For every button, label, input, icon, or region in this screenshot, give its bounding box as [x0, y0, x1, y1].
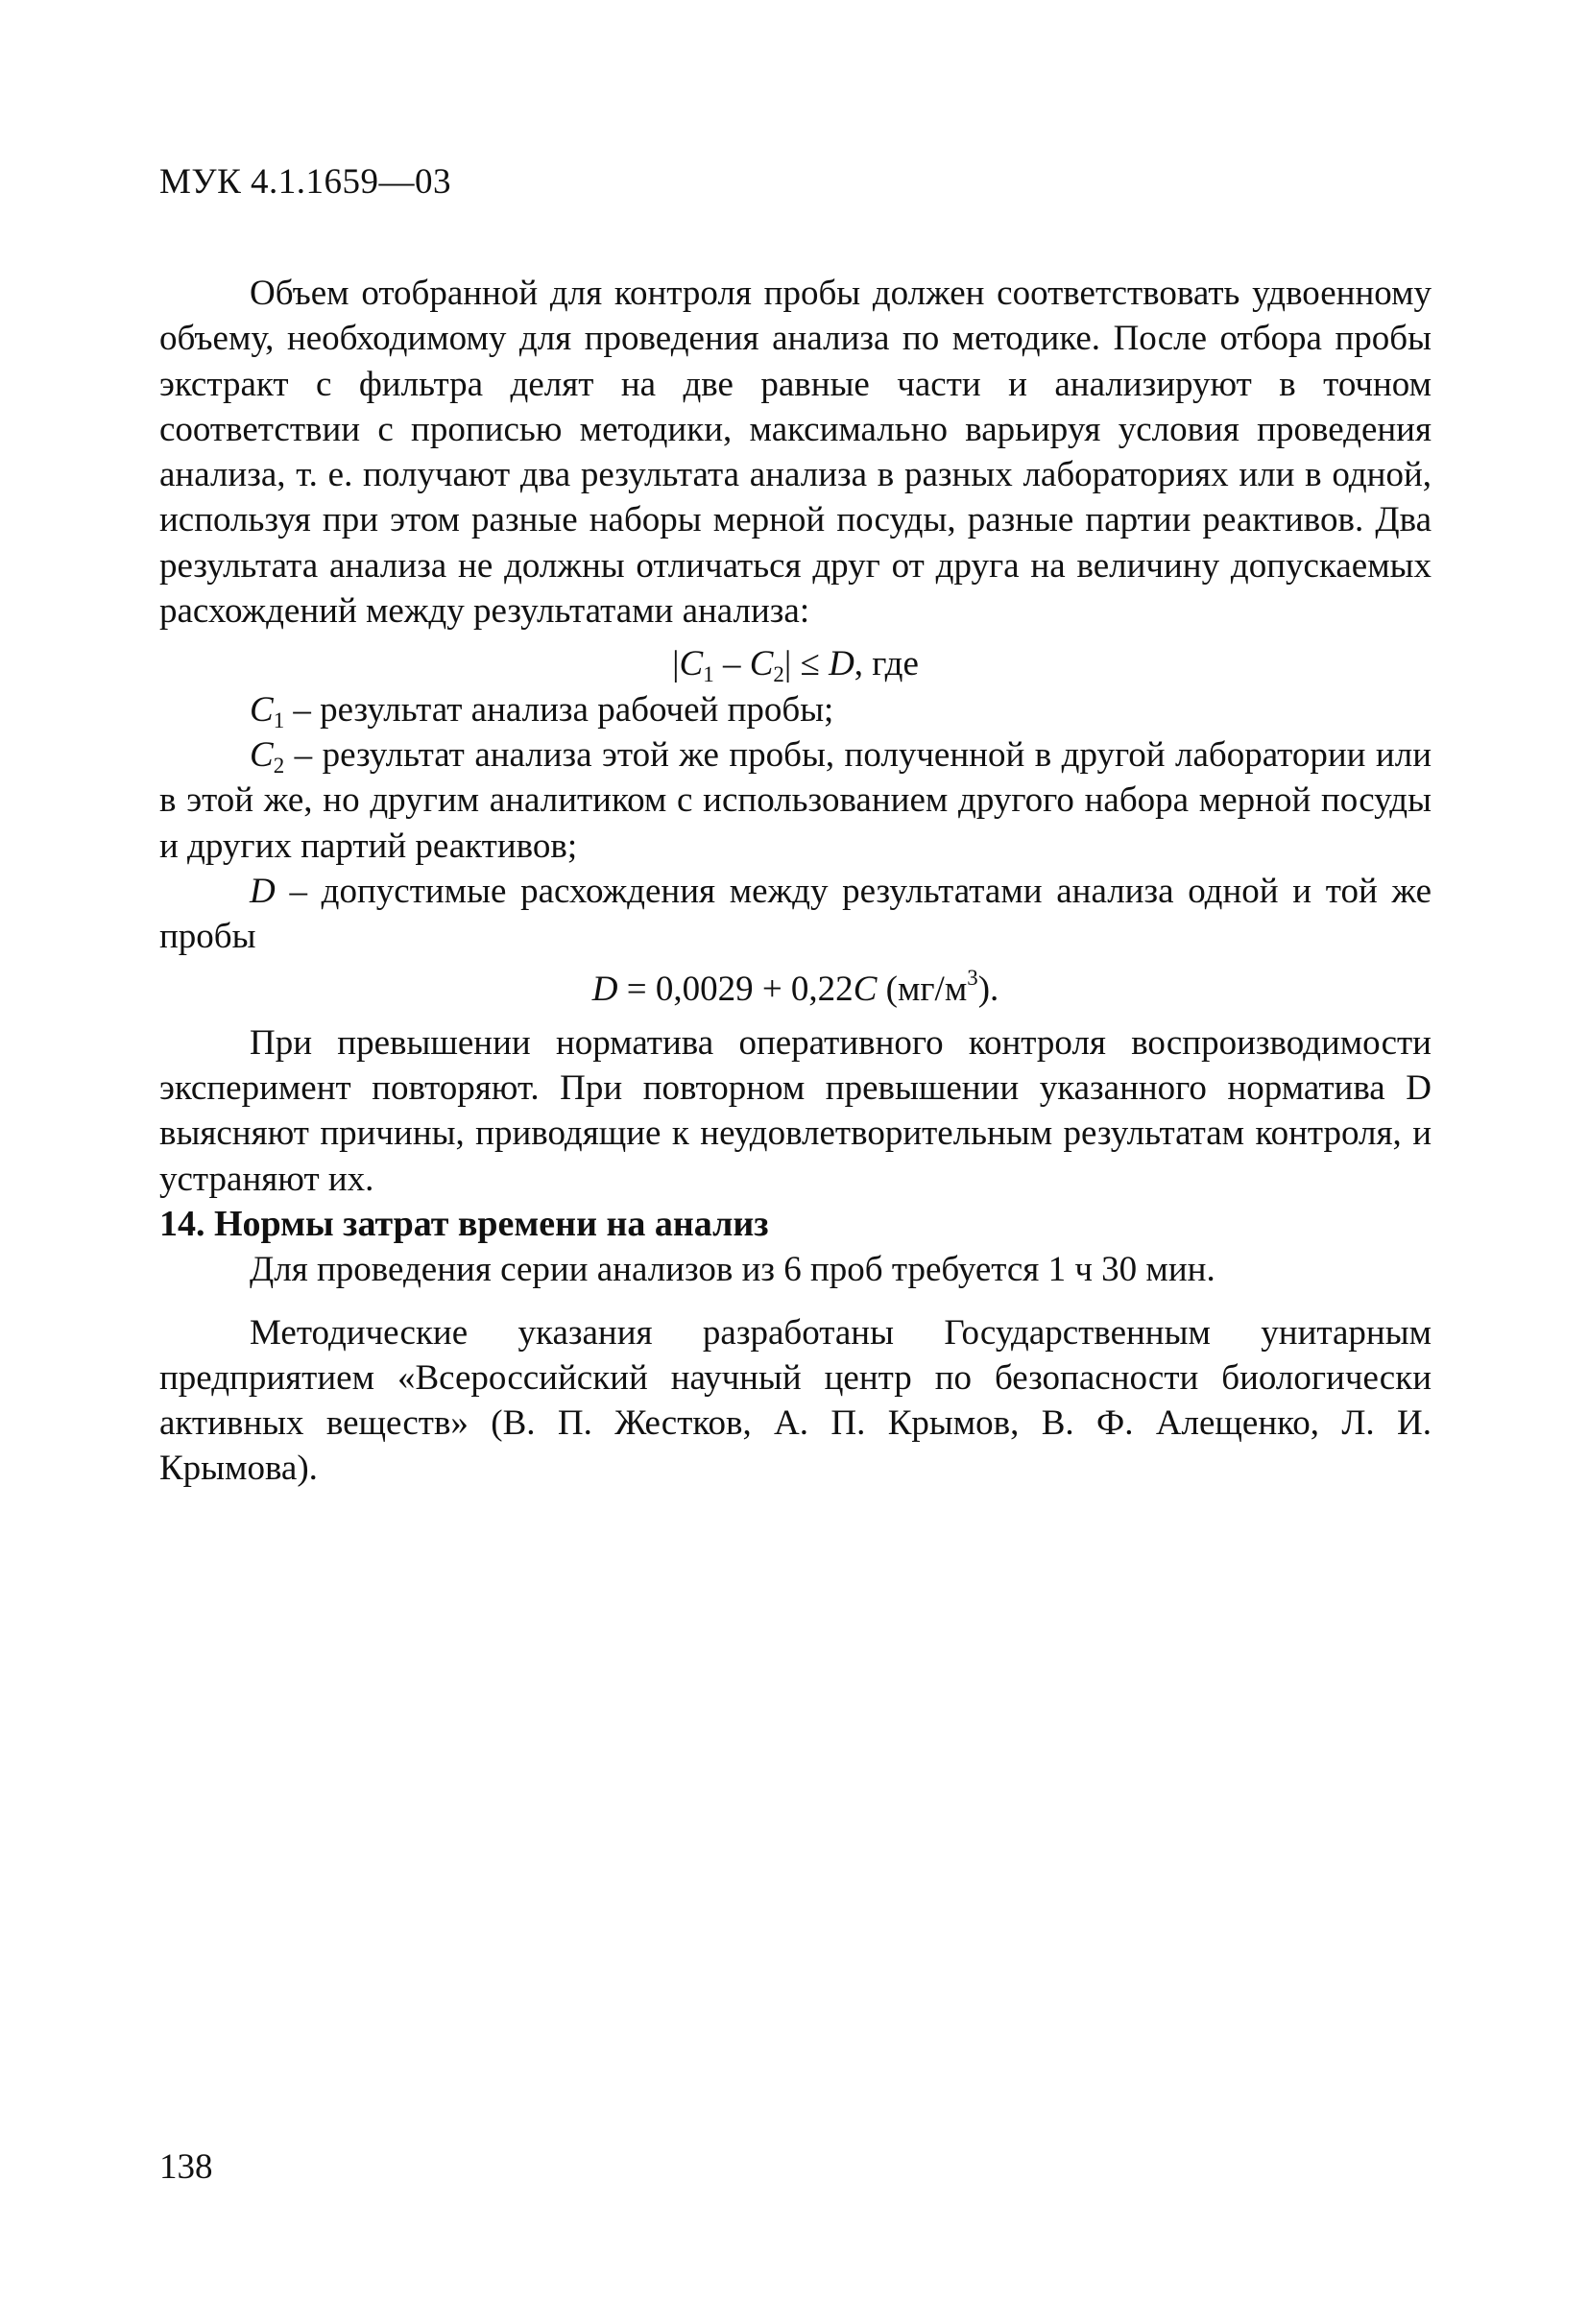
formula-c2-subscript: 2 [773, 662, 784, 687]
control-procedure-paragraph: Объем отобранной для контроля пробы должен соответствовать удвоенному объему, необходимому для проведения анализа по методике. После отбора пробы экстракт с фильтра делят на две равные части и анализируют в точном соответствии с прописью методики, максимально варьируя условия проведения анализа, т. е. получают два результата анализа в разных лабораториях или в одной, используя при этом разные наборы мерной посуды, разные партии реактивов. Два результата анализа не должны отличаться друг от друга на величину допускаемых расхождений между результатами анализа: [159, 274, 1432, 632]
definition-c2 [159, 732, 1432, 869]
def-c1-subscript: 1 [273, 707, 285, 732]
running-header: МУК 4.1.1659—03 [159, 162, 452, 202]
tolerance-formula [159, 967, 1432, 1012]
def-c1-text: – результат анализа рабочей пробы; [284, 689, 834, 730]
reproducibility-formula: $|C_1 - C_2| \le D$, где [672, 644, 919, 687]
def-d-text: – допустимые расхождения между результатами анализа одной и той же пробы [159, 871, 1432, 957]
definition-d [159, 869, 1432, 960]
body-text [159, 271, 1432, 1492]
formula2-d-symbol: D [591, 970, 618, 1010]
formula2-unit-end: ). [977, 970, 999, 1010]
definition-c1 [159, 687, 1432, 732]
section-heading: 14. Нормы затрат времени на анализ [159, 1203, 769, 1244]
formula2-expression: = 0,0029 + 0,22 [617, 970, 854, 1010]
formula-tail: , где [854, 644, 919, 684]
repeat-experiment-paragraph: При превышении норматива оперативного контроля воспроизводимости эксперимент повторяют. При повторном превышении указанного норматива D выясняют причины, приводящие к неудовлетворительным результатам контроля, и устраняют их. [159, 1022, 1432, 1199]
formula-c2-symbol: C [749, 644, 774, 684]
def-c1-symbol: C [250, 689, 274, 730]
formula2-c-symbol: C [853, 970, 878, 1010]
formula-d-symbol: D [829, 644, 854, 684]
formula-c1-symbol: C [679, 644, 704, 684]
def-c2-text: – результат анализа этой же пробы, полученной в другой лаборатории или в этой же, но другим аналитиком с использованием другого набора мерной посуды и других партий реактивов; [159, 734, 1432, 866]
def-c2-symbol: C [250, 734, 274, 775]
def-d-symbol: D [250, 871, 276, 911]
time-norm-paragraph: Для проведения серии анализов из 6 проб требуется 1 ч 30 мин. [250, 1250, 1215, 1290]
formula2-unit-superscript: 3 [967, 966, 978, 991]
def-c2-subscript: 2 [273, 753, 285, 778]
formula-c1-subscript: 1 [703, 662, 714, 687]
credits-paragraph: Методические указания разработаны Государственным унитарным предприятием «Всероссийский научный центр по безопасности биологически активных веществ» (В. П. Жестков, А. П. Крымов, В. Ф. Алещенко, Л. И. Крымова). [159, 1312, 1432, 1489]
formula2-unit: (мг/м [877, 970, 968, 1010]
page-number: 138 [159, 2147, 213, 2187]
